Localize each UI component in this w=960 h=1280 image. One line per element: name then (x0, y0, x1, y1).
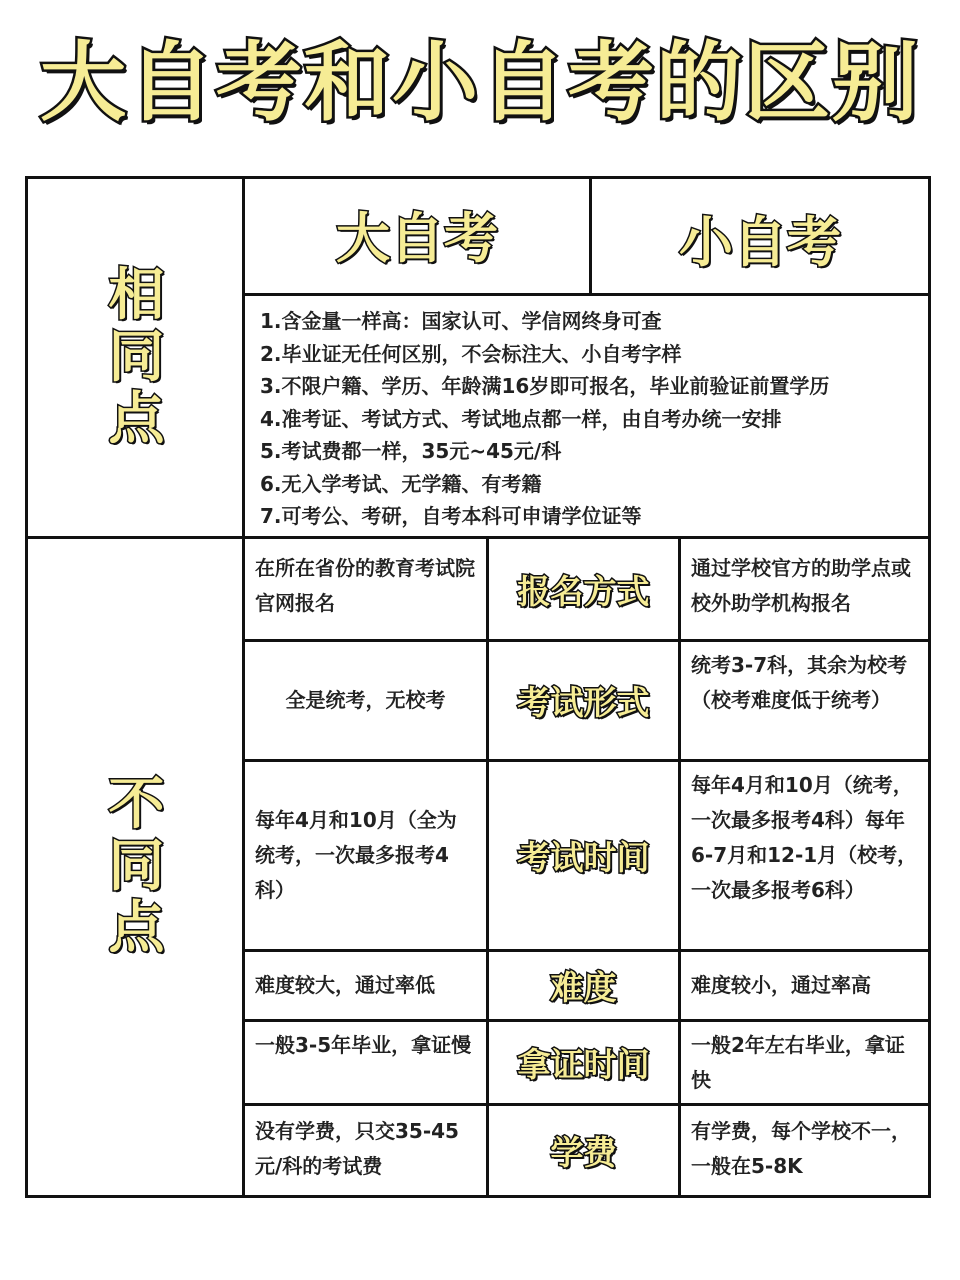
table-cell-small: 难度较小，通过率高 (691, 973, 871, 997)
table-cell-big: 全是统考，无校考 (285, 688, 446, 712)
table-cell-big: 在所在省份的教育考试院官网报名 (255, 556, 475, 615)
same-label-char: 同 (108, 324, 165, 390)
row-label: 难度 (550, 968, 617, 1007)
same-label-char: 点 (108, 386, 165, 452)
row-label: 拿证时间 (517, 1045, 650, 1084)
same-points-label (28, 179, 245, 536)
header-big: 大自考 (336, 206, 498, 270)
list-item: 3.不限户籍、学历、年龄满16岁即可报名，毕业前验证前置学历 (260, 374, 830, 398)
comparison-table (25, 176, 931, 1198)
table-cell-big: 没有学费，只交35-45元/科的考试费 (255, 1119, 459, 1178)
diff-points-label (28, 539, 245, 1195)
list-item: 7.可考公、考研，自考本科可申请学位证等 (260, 504, 642, 528)
list-item: 2.毕业证无任何区别，不会标注大、小自考字样 (260, 341, 682, 366)
diff-label-char: 不 (108, 772, 165, 837)
table-cell-small: 有学费，每个学校不一，一般在5-8K (691, 1119, 911, 1178)
same-points-list (260, 305, 920, 533)
table-cell-small: 每年4月和10月（统考，一次最多报考4科）每年6-7月和12-1月（校考，一次最多报考6科） (691, 773, 918, 902)
row-label: 报名方式 (517, 571, 650, 611)
table-cell-big: 每年4月和10月（全为统考，一次最多报考4科） (255, 808, 457, 902)
diff-label-char: 同 (108, 834, 165, 899)
page-title: 大自考和小自考的区别 (40, 33, 920, 133)
header-small: 小自考 (679, 210, 841, 274)
row-label: 考试形式 (517, 683, 650, 722)
same-label-char: 相 (108, 262, 165, 328)
table-cell-small: 通过学校官方的助学点或校外助学机构报名 (691, 556, 911, 615)
table-cell-big: 一般3-5年毕业，拿证慢 (255, 1033, 472, 1057)
table-cell-big: 难度较大，通过率低 (255, 973, 435, 997)
list-item: 1.含金量一样高：国家认可、学信网终身可查 (260, 309, 662, 333)
table-cell-small: 一般2年左右毕业，拿证快 (691, 1033, 905, 1092)
list-item: 5.考试费都一样，35元~45元/科 (260, 439, 562, 463)
table-cell-small: 统考3-7科，其余为校考（校考难度低于统考） (691, 653, 908, 712)
list-item: 6.无入学考试、无学籍、有考籍 (260, 471, 542, 496)
row-label: 学费 (550, 1133, 617, 1172)
diff-label-char: 点 (108, 896, 165, 961)
row-label: 考试时间 (517, 838, 650, 877)
list-item: 4.准考证、考试方式、考试地点都一样，由自考办统一安排 (260, 406, 782, 431)
